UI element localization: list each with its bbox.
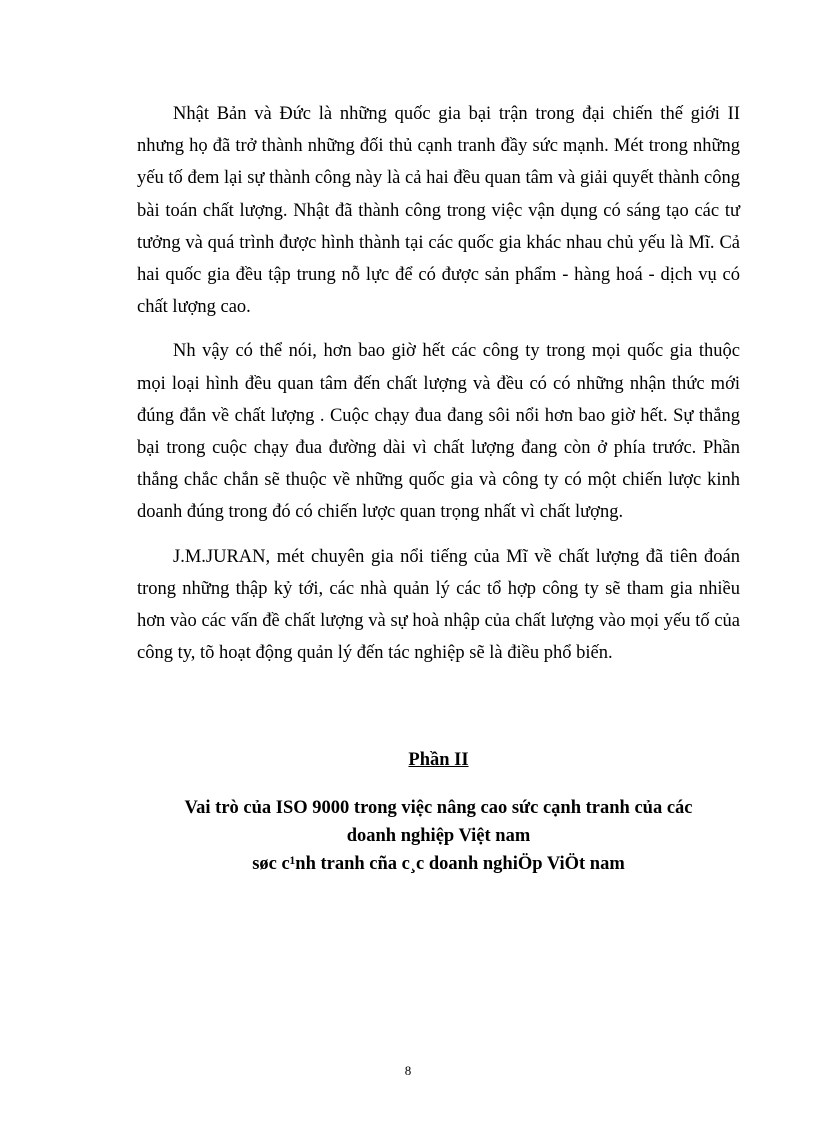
section-title-line-3: søc c¹nh tranh cña c¸c doanh nghiÖp ViÖt nam — [252, 854, 625, 874]
paragraph-1: Nhật Bản và Đức là những quốc gia bại trận trong đại chiến thế giới II nhưng họ đã trở thành những đối thủ cạnh tranh đầy sức mạnh. Mét trong những yếu tố đem lại sự thành công này là cả hai đều quan tâm và giải quyết thành công bài toán chất lượng. Nhật đã thành công trong việc vận dụng có sáng tạo các tư tưởng và quá trình được hình thành tại các quốc gia khác nhau chủ yếu là Mĩ. Cả hai quốc gia đều tập trung nỗ lực để có được sản phẩm - hàng hoá - dịch vụ có chất lượng cao. — [137, 104, 740, 318]
section-title — [137, 794, 740, 878]
part-title-text: Phần II — [408, 750, 469, 770]
section-title-line-2: doanh nghiệp Việt nam — [346, 826, 531, 846]
part-title — [137, 745, 740, 775]
page-number: 8 — [404, 1063, 412, 1078]
section-title-line-1: Vai trò của ISO 9000 trong việc nâng cao sức cạnh tranh của các — [184, 798, 693, 818]
body-text — [137, 98, 740, 681]
paragraph-2: Nh vậy có thể nói, hơn bao giờ hết các công ty trong mọi quốc gia thuộc mọi loại hình đều quan tâm đến chất lượng và đều có có những nhận thức mới đúng đắn về chất lượng . Cuộc chạy đua đang sôi nổi hơn bao giờ hết. Sự thắng bại trong cuộc chạy đua đường dài vì chất lượng đang còn ở phía trước. Phần thắng chắc chắn sẽ thuộc về những quốc gia và công ty có một chiến lược kinh doanh đúng trong đó có chiến lược quan trọng nhất vì chất lượng. — [137, 341, 740, 523]
paragraph-3: J.M.JURAN, mét chuyên gia nổi tiếng của Mĩ về chất lượng đã tiên đoán trong những thập kỷ tới, các nhà quản lý các tổ hợp công ty sẽ tham gia nhiều hơn vào các vấn đề chất lượng và sự hoà nhập của chất lượng vào mọi yếu tố của công ty, tõ hoạt động quản lý đến tác nghiệp sẽ là điều phổ biến. — [137, 546, 740, 664]
